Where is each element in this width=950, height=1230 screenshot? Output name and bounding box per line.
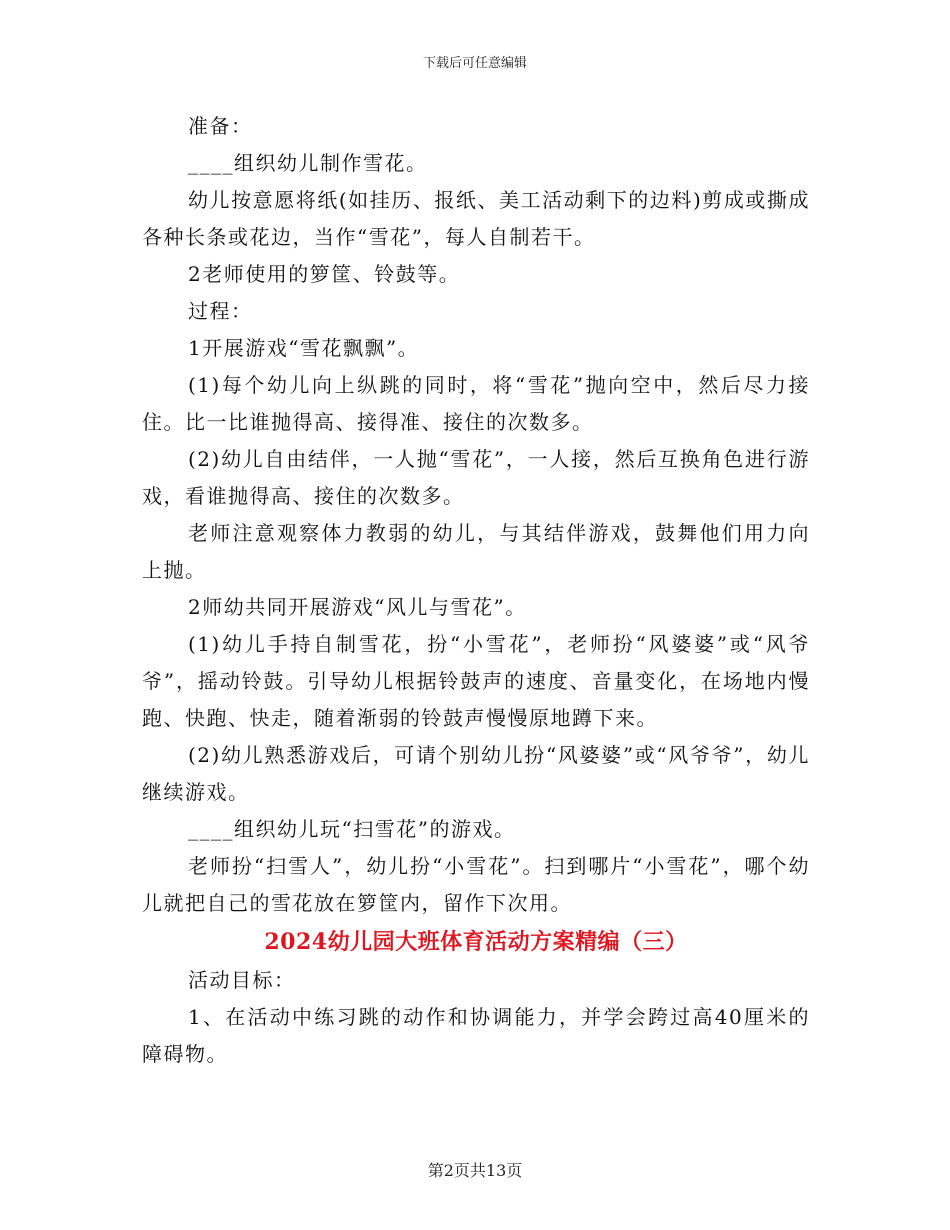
paragraph: 活动目标：	[188, 968, 296, 992]
page-header: 下载后可任意编辑	[422, 56, 527, 71]
paragraph: (2)幼儿熟悉游戏后，可请个别幼儿扮“风婆婆”或“风爷爷”，幼儿继续游戏。	[142, 743, 810, 804]
paragraph: (1)幼儿手持自制雪花，扮“小雪花”，老师扮“风婆婆”或“风爷爷”，摇动铃鼓。引导幼儿根据铃鼓声的速度、音量变化，在场地内慢跑、快跑、快走，随着渐弱的铃鼓声慢慢原地蹲下来。	[142, 632, 810, 730]
paragraph: (1)每个幼儿向上纵跳的同时，将“雪花”抛向空中，然后尽力接住。比一比谁抛得高、接得准、接住的次数多。	[142, 373, 810, 434]
paragraph: ____组织幼儿玩“扫雪花”的游戏。	[188, 817, 516, 841]
paragraph: 过程：	[188, 299, 253, 323]
paragraph: (2)幼儿自由结伴，一人抛“雪花”，一人接，然后互换角色进行游戏，看谁抛得高、接住的次数多。	[142, 447, 810, 508]
document-body	[142, 108, 810, 1073]
paragraph: ____组织幼儿制作雪花。	[188, 151, 428, 175]
page-number: 第2页共13页	[427, 1161, 523, 1180]
paragraph: 2老师使用的箩筐、铃鼓等。	[188, 262, 461, 286]
paragraph: 幼儿按意愿将纸(如挂历、报纸、美工活动剩下的边料)剪成或撕成各种长条或花边，当作“雪花”，每人自制若干。	[142, 188, 810, 249]
paragraph: 1开展游戏“雪花飘飘”。	[188, 336, 420, 360]
paragraph: 老师扮“扫雪人”，幼儿扮“小雪花”。扫到哪片“小雪花”，哪个幼儿就把自己的雪花放在箩筐内，留作下次用。	[142, 854, 810, 915]
paragraph: 准备：	[188, 114, 253, 138]
paragraph: 老师注意观察体力教弱的幼儿，与其结伴游戏，鼓舞他们用力向上抛。	[142, 521, 810, 582]
paragraph: 2师幼共同开展游戏“风儿与雪花”。	[188, 595, 527, 619]
section-heading: 2024幼儿园大班体育活动方案精编（三）	[264, 929, 688, 955]
paragraph: 1、在活动中练习跳的动作和协调能力，并学会跨过高40厘米的障碍物。	[142, 1005, 810, 1066]
